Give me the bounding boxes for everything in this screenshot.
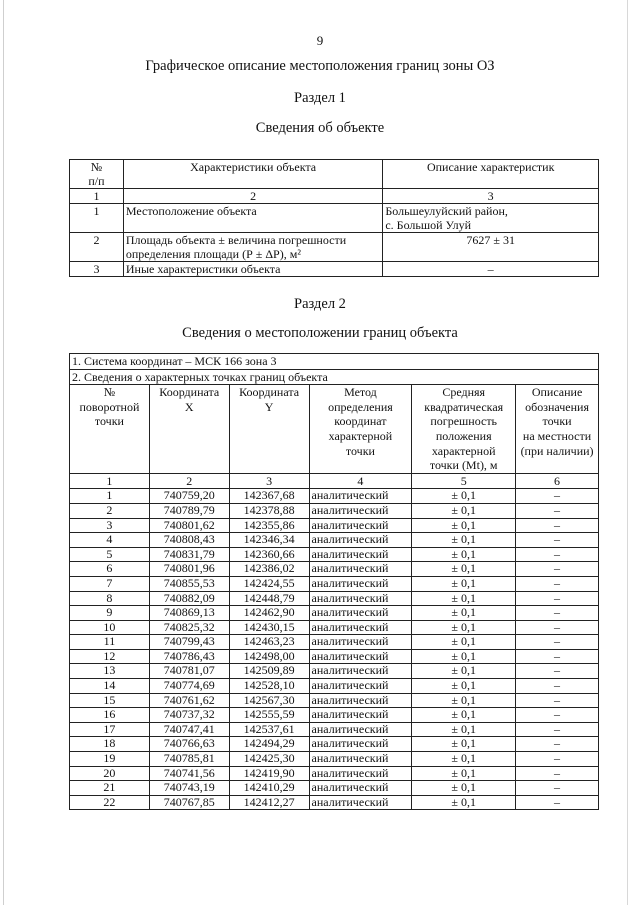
point-number: 15 [70,693,150,708]
characteristic-line: Местоположение объекта [125,204,257,218]
index-cell: 2 [149,473,229,489]
value-line: с. Большой Улуй [385,218,472,232]
description: – [516,562,599,577]
coordinate-x: 740831,79 [149,547,229,562]
error: ± 0,1 [412,533,516,548]
table-row [70,722,599,737]
header-line: Описание [531,385,583,400]
header-num [70,160,124,189]
coordinate-y: 142463,23 [229,635,309,650]
method: аналитический [309,562,412,577]
value-line: – [487,262,494,276]
error: ± 0,1 [412,679,516,694]
header-line: характерной [328,428,393,443]
description: – [516,606,599,621]
table-row [70,576,599,591]
table-row [70,606,599,621]
coordinate-y: 142386,02 [229,562,309,577]
method: аналитический [309,533,412,548]
table-row [70,533,599,548]
method: аналитический [309,518,412,533]
coordinate-x: 740747,41 [149,722,229,737]
table-row [70,664,599,679]
header-line: квадратическая [424,399,504,414]
header-col2 [149,385,229,474]
coordinate-y: 142360,66 [229,547,309,562]
header-line: Координата [159,385,220,400]
point-number: 16 [70,708,150,723]
method: аналитический [309,489,412,504]
method: аналитический [309,693,412,708]
description: – [516,679,599,694]
header-line: точки [542,414,572,429]
point-number: 22 [70,795,150,810]
points-heading: 2. Сведения о характерных точках границ объекта [70,369,599,385]
point-number: 17 [70,722,150,737]
coordinate-y: 142509,89 [229,664,309,679]
description: – [516,781,599,796]
object-table-row [70,233,599,262]
section1-title: Раздел 1 [294,90,346,106]
coordinate-x: 740767,85 [149,795,229,810]
coordinate-y: 142378,88 [229,503,309,518]
table-row [70,503,599,518]
table-row [70,766,599,781]
value-line: 7627 ± 31 [466,233,515,247]
coordinate-x: 740766,63 [149,737,229,752]
coordinate-y: 142410,29 [229,781,309,796]
coordinate-x: 740789,79 [149,503,229,518]
method: аналитический [309,664,412,679]
point-number: 2 [70,503,150,518]
coordinate-y: 142498,00 [229,649,309,664]
header-col4 [309,385,412,474]
description: – [516,795,599,810]
header-line: поворотной [79,399,140,414]
point-number: 11 [70,635,150,650]
table-row [70,795,599,810]
coordinate-x: 740737,32 [149,708,229,723]
point-number: 5 [70,547,150,562]
header-line: обозначения [525,399,589,414]
coordinate-y: 142419,90 [229,766,309,781]
table-row [70,591,599,606]
coordinate-x: 740741,56 [149,766,229,781]
coordinate-x: 740759,20 [149,489,229,504]
header-line: точки (Mt), м [429,458,498,473]
table-row [70,518,599,533]
coordinate-x: 740808,43 [149,533,229,548]
coordinate-y: 142448,79 [229,591,309,606]
section2-subtitle: Сведения о местоположении границ объекта [182,325,458,341]
description: – [516,722,599,737]
header-num-line: п/п [88,174,105,188]
coordinates-header [70,385,599,474]
coordinate-y: 142567,30 [229,693,309,708]
object-table-row [70,262,599,277]
table-row [70,620,599,635]
point-number: 4 [70,533,150,548]
coordinate-y: 142355,86 [229,518,309,533]
row-num: 2 [70,233,124,262]
method: аналитический [309,606,412,621]
error: ± 0,1 [412,489,516,504]
coordinate-system-row [70,354,599,370]
coordinate-x: 740761,62 [149,693,229,708]
description: – [516,635,599,650]
error: ± 0,1 [412,518,516,533]
index-cell: 1 [70,473,150,489]
method: аналитический [309,737,412,752]
header-description: Описание характеристик [383,160,599,189]
row-value [383,233,599,262]
coordinate-x: 740799,43 [149,635,229,650]
point-number: 1 [70,489,150,504]
method: аналитический [309,766,412,781]
coordinate-y: 142494,29 [229,737,309,752]
method: аналитический [309,547,412,562]
method: аналитический [309,649,412,664]
table-row [70,562,599,577]
point-number: 8 [70,591,150,606]
description: – [516,547,599,562]
index-cell: 2 [123,189,382,204]
header-num-line: № [90,160,103,174]
header-characteristics: Характеристики объекта [123,160,382,189]
header-line: координат [334,414,387,429]
method: аналитический [309,781,412,796]
characteristic-line: определения площади (Р ± ΔР), м² [125,247,301,261]
method: аналитический [309,722,412,737]
description: – [516,503,599,518]
row-characteristic [123,233,382,262]
coordinate-y: 142528,10 [229,679,309,694]
coordinate-y: 142430,15 [229,620,309,635]
error: ± 0,1 [412,591,516,606]
header-line: (при наличии) [520,443,594,458]
header-line: Средняя [442,385,486,400]
description: – [516,518,599,533]
error: ± 0,1 [412,635,516,650]
point-number: 13 [70,664,150,679]
error: ± 0,1 [412,781,516,796]
characteristic-line: Площадь объекта ± величина погрешности [125,233,347,247]
header-line: погрешность [430,414,498,429]
coordinates-table [69,353,599,810]
index-cell: 3 [383,189,599,204]
point-number: 20 [70,766,150,781]
header-line: характерной [431,443,496,458]
object-table-row [70,204,599,233]
description: – [516,766,599,781]
description: – [516,533,599,548]
description: – [516,693,599,708]
error: ± 0,1 [412,562,516,577]
error: ± 0,1 [412,795,516,810]
table-row [70,489,599,504]
error: ± 0,1 [412,606,516,621]
coordinate-x: 740743,19 [149,781,229,796]
description: – [516,649,599,664]
header-line: Координата [239,385,300,400]
coordinate-x: 740786,43 [149,649,229,664]
coordinate-y: 142425,30 [229,752,309,767]
table-row [70,547,599,562]
error: ± 0,1 [412,576,516,591]
index-cell: 4 [309,473,412,489]
row-characteristic [123,204,382,233]
coordinate-x: 740855,53 [149,576,229,591]
method: аналитический [309,708,412,723]
point-number: 18 [70,737,150,752]
method: аналитический [309,679,412,694]
header-line: положения [435,428,492,443]
header-line: определения [328,399,393,414]
point-number: 21 [70,781,150,796]
coordinate-x: 740801,62 [149,518,229,533]
object-table [69,159,599,277]
index-cell: 6 [516,473,599,489]
coordinate-system: 1. Система координат – МСК 166 зона 3 [70,354,599,370]
header-line: точки [345,443,375,458]
coordinate-x: 740781,07 [149,664,229,679]
coordinate-y: 142367,68 [229,489,309,504]
error: ± 0,1 [412,693,516,708]
method: аналитический [309,752,412,767]
point-number: 14 [70,679,150,694]
coordinate-y: 142555,59 [229,708,309,723]
row-value [383,262,599,277]
description: – [516,591,599,606]
coordinate-y: 142346,34 [229,533,309,548]
error: ± 0,1 [412,664,516,679]
description: – [516,620,599,635]
description: – [516,737,599,752]
description: – [516,708,599,723]
coordinate-x: 740785,81 [149,752,229,767]
description: – [516,752,599,767]
coordinate-y: 142412,27 [229,795,309,810]
table-row [70,649,599,664]
method: аналитический [309,635,412,650]
table-row [70,708,599,723]
object-table-header [70,160,599,189]
error: ± 0,1 [412,547,516,562]
header-line: на местности [522,428,592,443]
point-number: 19 [70,752,150,767]
method: аналитический [309,503,412,518]
description: – [516,489,599,504]
coordinates-index-row [70,473,599,489]
method: аналитический [309,620,412,635]
coordinate-x: 740774,69 [149,679,229,694]
error: ± 0,1 [412,722,516,737]
error: ± 0,1 [412,649,516,664]
table-row [70,737,599,752]
table-row [70,752,599,767]
points-heading-row [70,369,599,385]
header-col1 [70,385,150,474]
index-cell: 1 [70,189,124,204]
point-number: 9 [70,606,150,621]
point-number: 3 [70,518,150,533]
error: ± 0,1 [412,737,516,752]
header-line: Y [264,399,274,414]
error: ± 0,1 [412,708,516,723]
coordinate-x: 740801,96 [149,562,229,577]
characteristic-line: Иные характеристики объекта [125,262,281,276]
section2-title: Раздел 2 [294,296,346,312]
method: аналитический [309,795,412,810]
header-line: точки [94,414,124,429]
document-title: Графическое описание местоположения границ зоны ОЗ [145,58,495,74]
method: аналитический [309,591,412,606]
header-line: X [184,399,194,414]
object-table-index-row [70,189,599,204]
coordinate-x: 740825,32 [149,620,229,635]
row-value [383,204,599,233]
point-number: 7 [70,576,150,591]
point-number: 10 [70,620,150,635]
coordinate-y: 142462,90 [229,606,309,621]
header-line: Метод [344,385,377,400]
error: ± 0,1 [412,752,516,767]
header-col6 [516,385,599,474]
description: – [516,576,599,591]
table-row [70,693,599,708]
row-num: 3 [70,262,124,277]
point-number: 6 [70,562,150,577]
index-cell: 5 [412,473,516,489]
coordinate-y: 142537,61 [229,722,309,737]
error: ± 0,1 [412,620,516,635]
error: ± 0,1 [412,766,516,781]
section1-subtitle: Сведения об объекте [255,120,385,136]
header-col5 [412,385,516,474]
header-col3 [229,385,309,474]
coordinate-x: 740869,13 [149,606,229,621]
page-number: 9 [316,33,324,48]
coordinate-y: 142424,55 [229,576,309,591]
index-cell: 3 [229,473,309,489]
coordinate-x: 740882,09 [149,591,229,606]
table-row [70,781,599,796]
table-row [70,635,599,650]
value-line: Большеулуйский район, [385,204,508,218]
point-number: 12 [70,649,150,664]
table-row [70,679,599,694]
row-characteristic [123,262,382,277]
header-line: № [103,385,116,400]
method: аналитический [309,576,412,591]
description: – [516,664,599,679]
error: ± 0,1 [412,503,516,518]
row-num: 1 [70,204,124,233]
